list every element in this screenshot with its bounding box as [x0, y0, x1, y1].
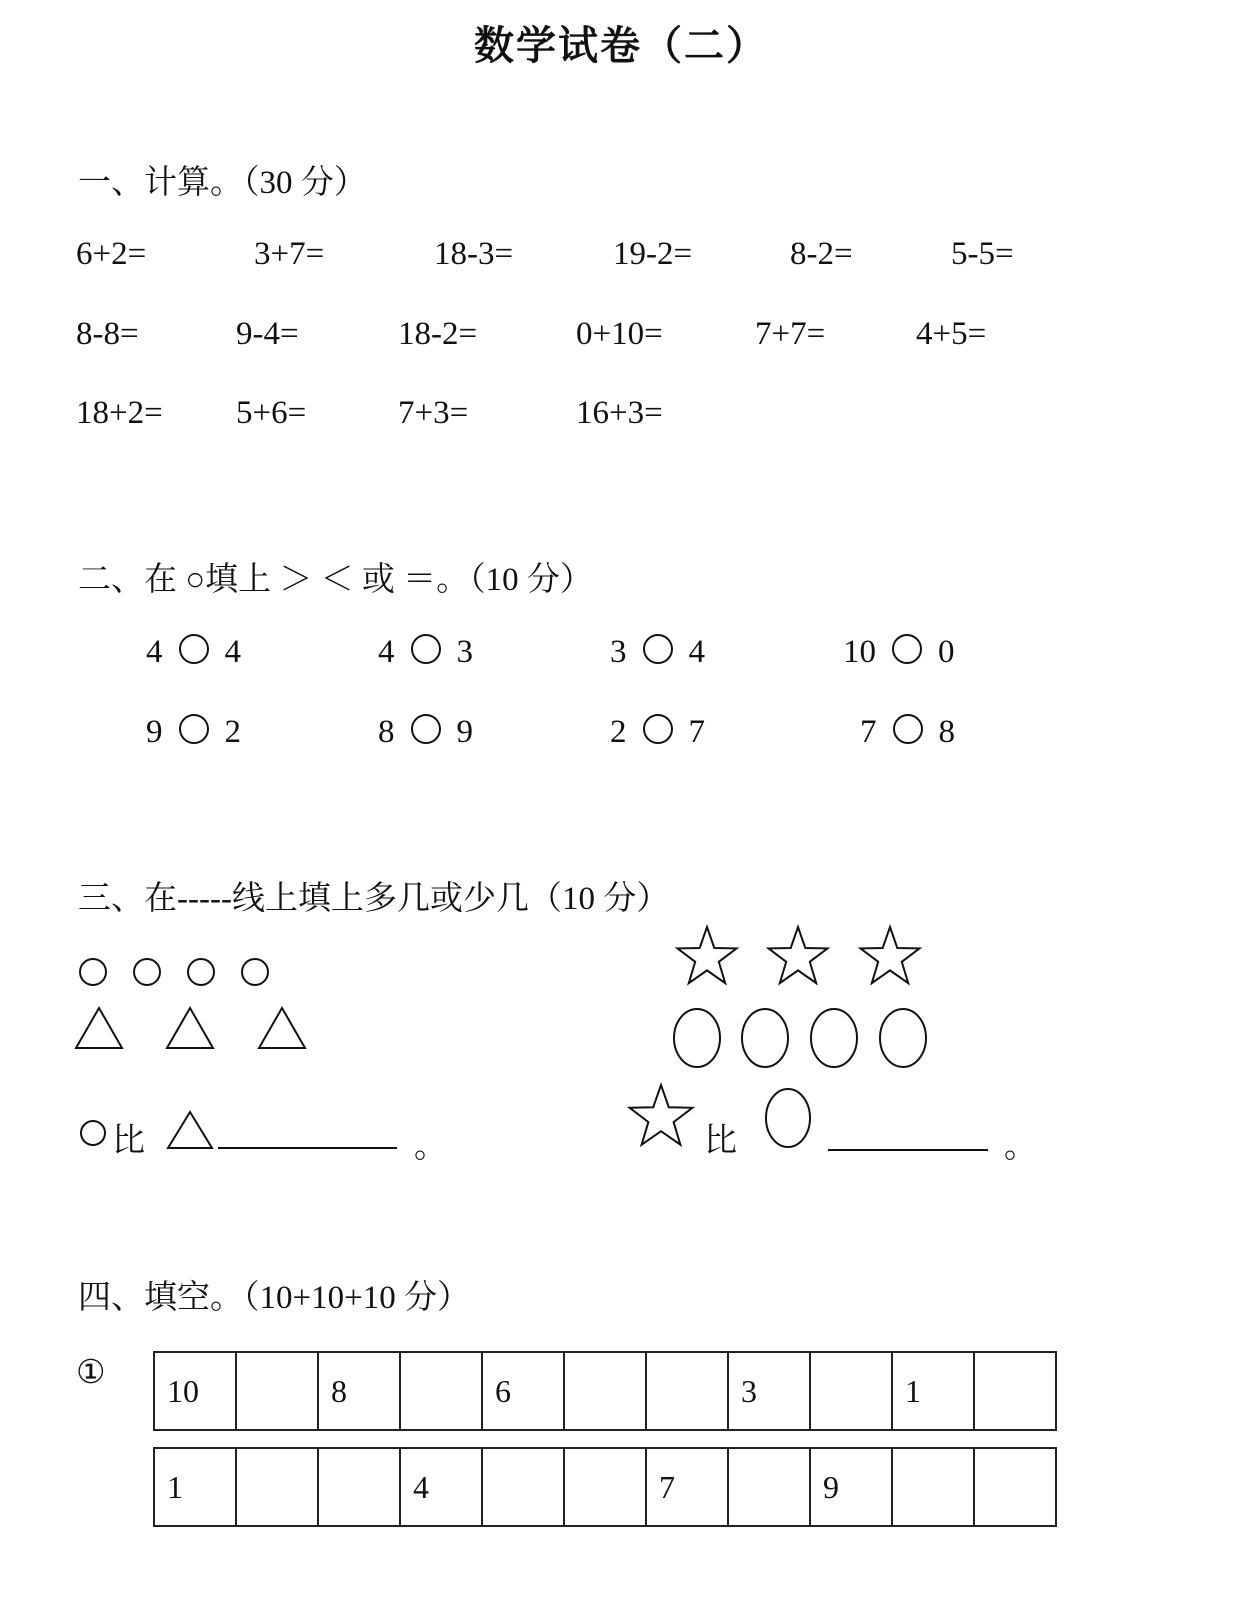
calc-problem: 5+6=: [236, 395, 307, 431]
blank-cell[interactable]: [564, 1352, 646, 1430]
number-table-2: [153, 1447, 1057, 1527]
oval-shape: [811, 1009, 857, 1067]
blank-cell[interactable]: [236, 1352, 318, 1430]
left-number: 8: [378, 714, 395, 750]
number-cell: 6: [482, 1352, 564, 1430]
blank-cell[interactable]: [810, 1352, 892, 1430]
item-marker: ①: [76, 1355, 106, 1391]
calc-problem: 18-3=: [434, 236, 514, 272]
triangle-shape: [76, 1008, 122, 1048]
section1-heading: 一、计算。（30 分）: [78, 165, 367, 201]
number-cell: 10: [154, 1352, 236, 1430]
blank-cell[interactable]: [482, 1448, 564, 1526]
calc-problem: 7+3=: [398, 395, 469, 431]
oval-shape: [674, 1009, 720, 1067]
right-number: 2: [224, 714, 241, 750]
left-number: 4: [146, 634, 163, 670]
circle-shape: [81, 1121, 105, 1145]
page-title: 数学试卷（二）: [474, 23, 768, 68]
number-table-1: [153, 1351, 1057, 1431]
number-cell: 3: [728, 1352, 810, 1430]
blank-cell[interactable]: [892, 1448, 974, 1526]
right-number: 0: [938, 634, 955, 670]
calc-problem: 19-2=: [613, 236, 693, 272]
calc-problem: 3+7=: [254, 236, 325, 272]
circle-shape: [242, 959, 268, 985]
right-number: 9: [456, 714, 473, 750]
blank-cell[interactable]: [400, 1352, 482, 1430]
blank-cell[interactable]: [974, 1352, 1056, 1430]
period-right: 。: [1004, 1129, 1037, 1165]
number-cell: 8: [318, 1352, 400, 1430]
period-left: 。: [414, 1129, 447, 1165]
blank-cell[interactable]: [236, 1448, 318, 1526]
right-number: 4: [224, 634, 241, 670]
blank-cell[interactable]: [728, 1448, 810, 1526]
calc-problem: 8-8=: [76, 316, 139, 352]
triangle-shape: [168, 1112, 212, 1148]
oval-shape: [766, 1089, 810, 1147]
section3-heading: 三、在-----线上填上多几或少几（10 分）: [78, 881, 670, 917]
section2-heading: 二、在 ○填上 ＞ ＜ 或 ＝。（10 分）: [78, 562, 593, 598]
circle-shape: [80, 959, 106, 985]
left-number: 2: [610, 714, 627, 750]
calc-problem: 16+3=: [576, 395, 663, 431]
calc-problem: 5-5=: [951, 236, 1014, 272]
right-number: 7: [688, 714, 705, 750]
left-number: 7: [860, 714, 877, 750]
blank-cell[interactable]: [646, 1352, 728, 1430]
blank-cell[interactable]: [564, 1448, 646, 1526]
calc-problem: 0+10=: [576, 316, 663, 352]
calc-problem: 8-2=: [790, 236, 853, 272]
number-cell: 1: [154, 1448, 236, 1526]
circle-shape: [134, 959, 160, 985]
compare-word-left: 比: [112, 1123, 145, 1159]
triangle-shape: [259, 1008, 305, 1048]
number-cell: 1: [892, 1352, 974, 1430]
calc-problem: 7+7=: [755, 316, 826, 352]
calc-problem: 9-4=: [236, 316, 299, 352]
blank-cell[interactable]: [974, 1448, 1056, 1526]
right-number: 3: [456, 634, 473, 670]
section4-heading: 四、填空。（10+10+10 分）: [78, 1280, 470, 1316]
triangle-shape: [167, 1008, 213, 1048]
calc-problem: 18+2=: [76, 395, 163, 431]
blank-cell[interactable]: [318, 1448, 400, 1526]
calc-problem: 4+5=: [916, 316, 987, 352]
number-cell: 9: [810, 1448, 892, 1526]
right-number: 4: [688, 634, 705, 670]
circle-shape: [188, 959, 214, 985]
number-cell: 7: [646, 1448, 728, 1526]
star-shape: [678, 927, 737, 983]
left-number: 9: [146, 714, 163, 750]
calc-problem: 6+2=: [76, 236, 147, 272]
star-shape: [861, 927, 920, 983]
compare-word-right: 比: [704, 1123, 737, 1159]
right-number: 8: [938, 714, 955, 750]
star-shape: [769, 927, 828, 983]
star-shape: [630, 1085, 693, 1145]
left-number: 10: [843, 634, 876, 670]
number-cell: 4: [400, 1448, 482, 1526]
left-number: 3: [610, 634, 627, 670]
oval-shape: [880, 1009, 926, 1067]
calc-problem: 18-2=: [398, 316, 478, 352]
oval-shape: [742, 1009, 788, 1067]
left-number: 4: [378, 634, 395, 670]
